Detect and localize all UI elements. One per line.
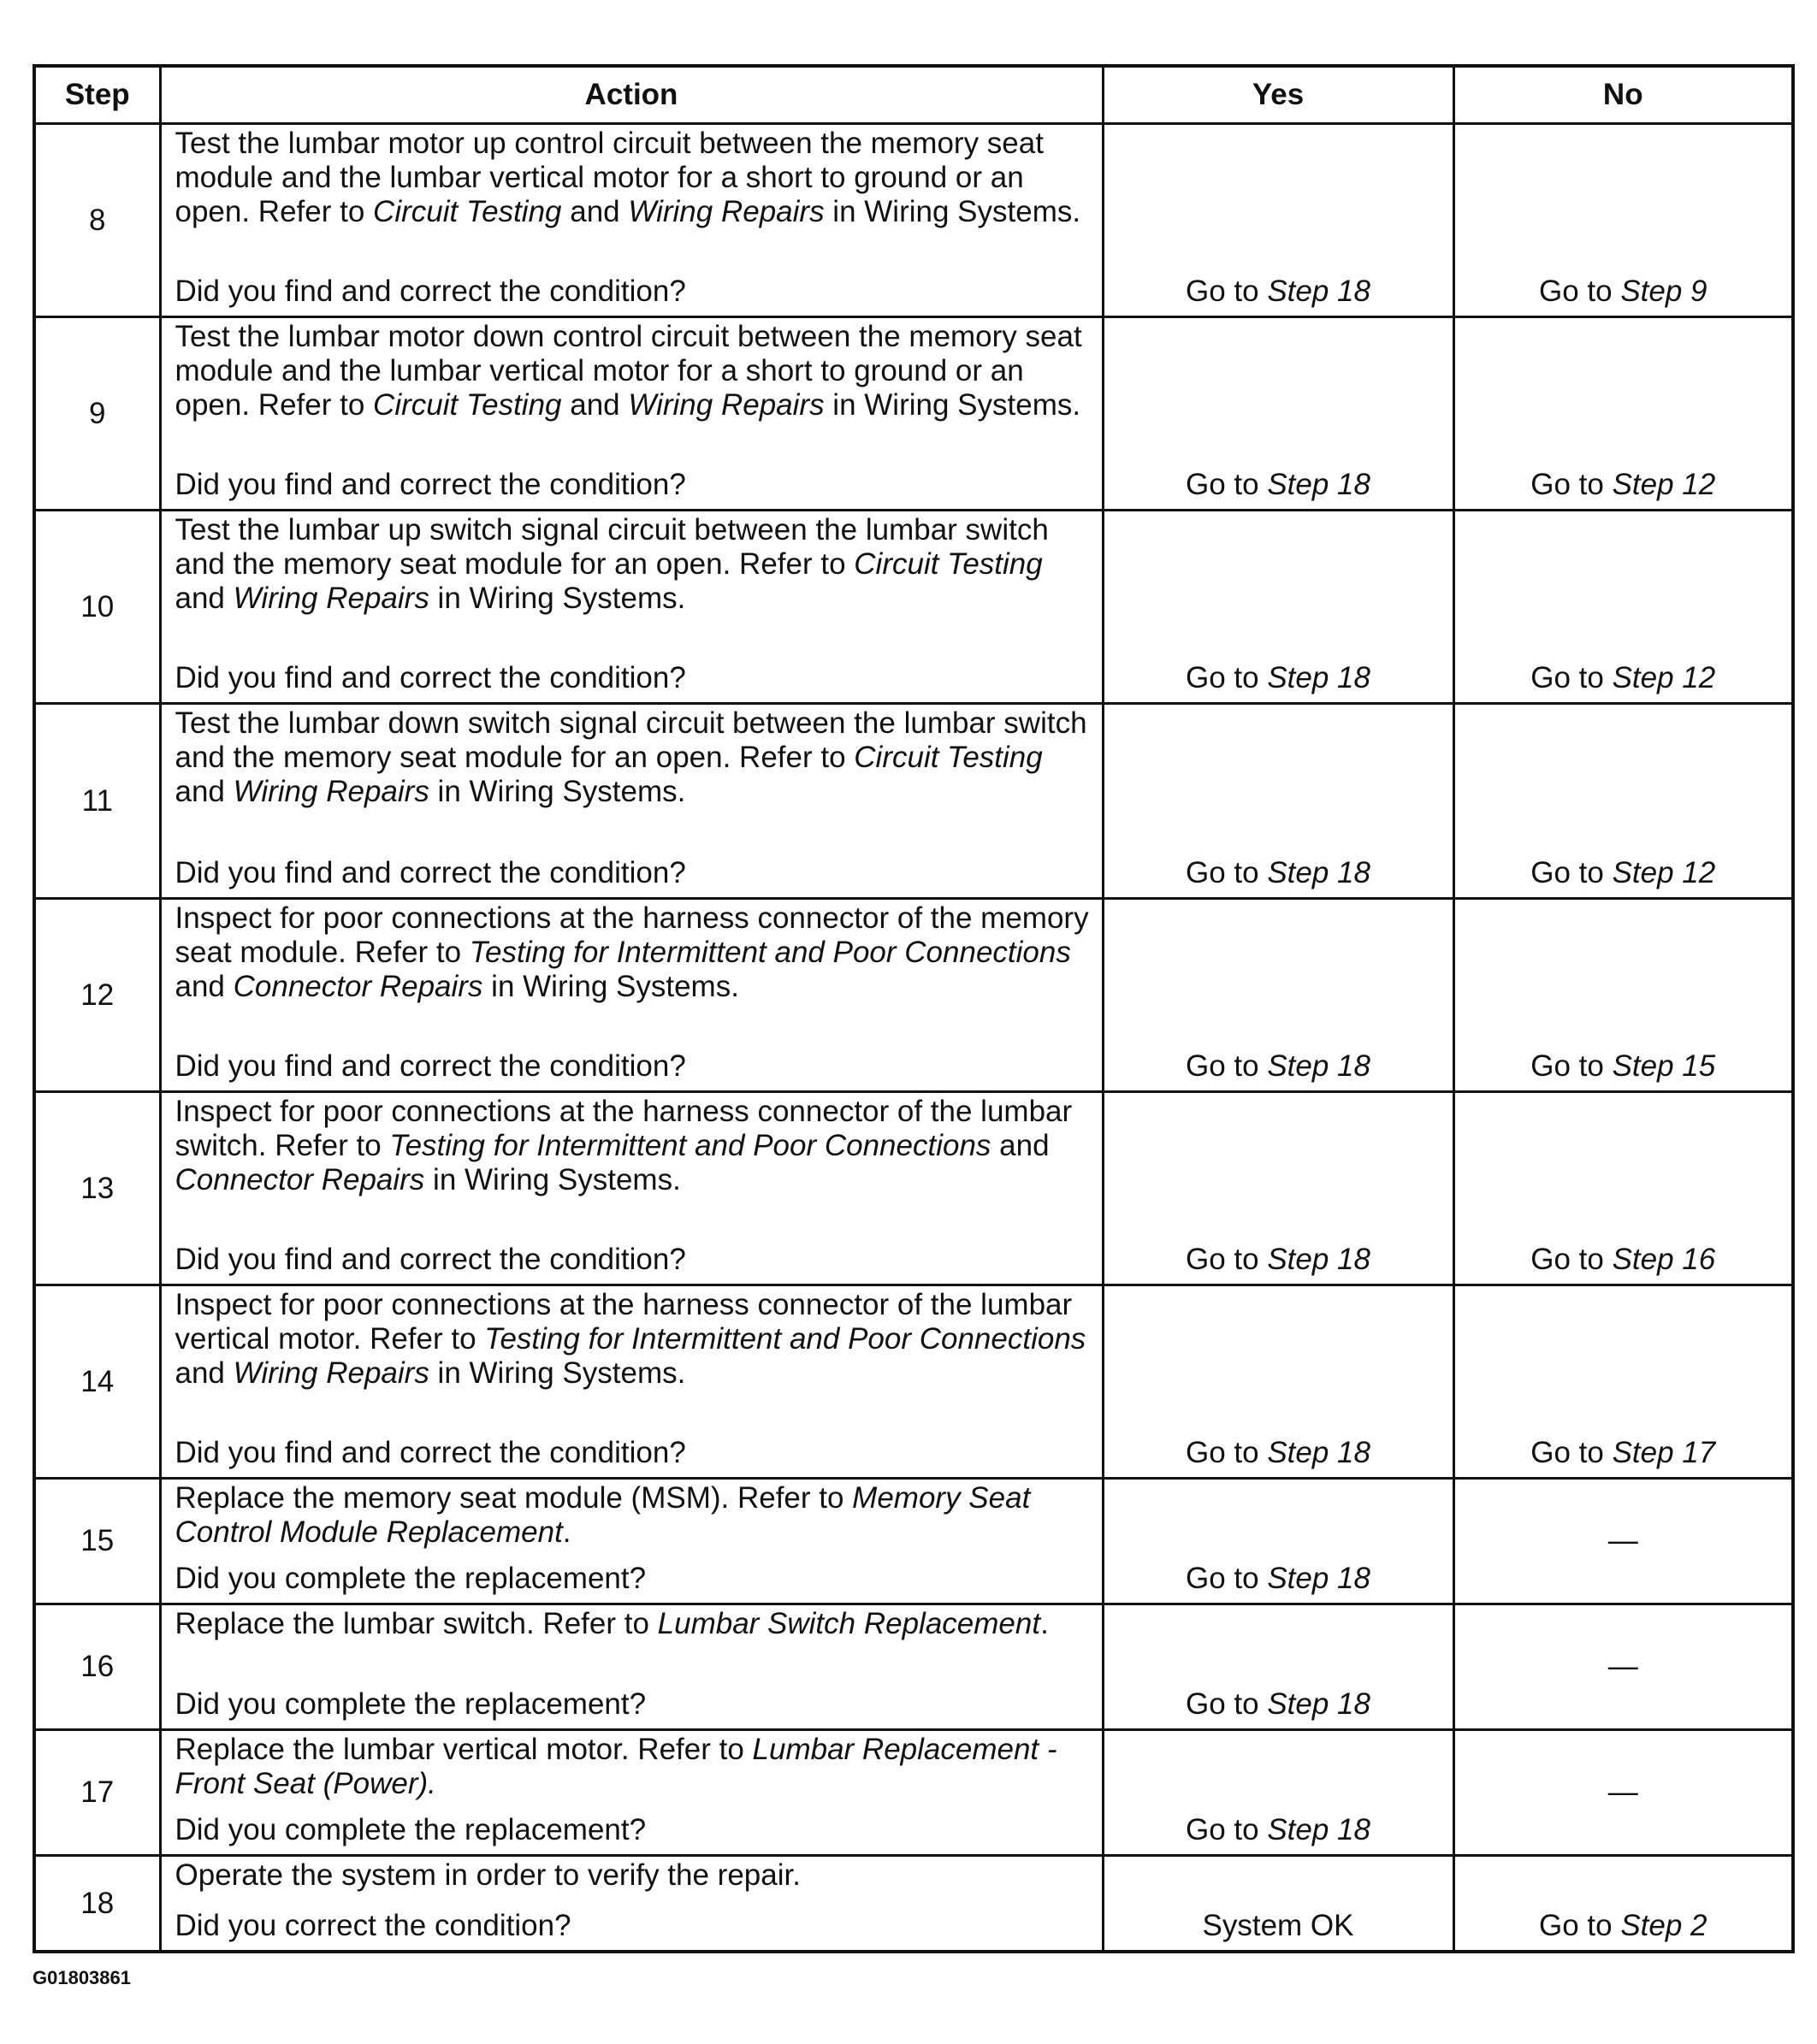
reference-link: Step 18 [1267,1049,1370,1083]
step-number: 10 [34,511,160,704]
action-cell [160,1604,1103,1730]
action-instruction [175,320,1090,422]
action-question: Did you find and correct the condition? [175,661,686,694]
no-result [1453,1604,1793,1730]
action-cell [160,1856,1103,1952]
yes-result [1103,1730,1453,1856]
header-step: Step [34,66,160,124]
reference-link: Step 12 [1612,661,1716,694]
text-segment: — [1607,1775,1638,1809]
action-question: Did you find and correct the condition? [175,275,686,308]
action-question: Did you complete the replacement? [175,1813,647,1846]
text-segment: System OK [1202,1909,1354,1942]
table-row [34,1856,1793,1952]
table-row [34,899,1793,1092]
yes-result [1103,1092,1453,1285]
text-segment: and [561,388,629,422]
reference-link: Circuit Testing [854,741,1043,774]
text-segment: Inspect for poor connections at the harness connector of the lumbar vertical motor. Refer to [175,1288,1073,1356]
text-segment: Replace the memory seat module (MSM). Refer to [175,1481,853,1515]
action-instruction [175,1733,1090,1801]
reference-link: Step 12 [1612,468,1716,501]
reference-link: Circuit Testing [373,195,562,228]
text-segment: Go to [1186,1243,1268,1276]
text-segment: Operate the system in order to verify the repair. [175,1858,801,1892]
reference-link: Connector Repairs [175,1163,425,1196]
header-no: No [1453,66,1793,124]
yes-result [1103,317,1453,511]
step-number: 14 [34,1285,160,1479]
reference-link: Circuit Testing [854,547,1043,581]
reference-link: Testing for Intermittent and Poor Connections [469,936,1071,969]
reference-link: Step 18 [1267,856,1370,889]
text-segment: — [1607,1650,1638,1683]
step-number: 8 [34,124,160,317]
action-cell [160,899,1103,1092]
action-cell [160,511,1103,704]
table-body [34,124,1793,1952]
text-segment: Go to [1186,468,1268,501]
action-cell [160,1285,1103,1479]
action-instruction [175,706,1090,809]
action-instruction [175,901,1090,1004]
yes-result [1103,1479,1453,1604]
text-segment: Test the lumbar motor down control circuit between the memory seat module and the lumbar vertical motor for a short to ground or an open. Refer to [175,320,1082,422]
step-number: 13 [34,1092,160,1285]
header-action: Action [160,66,1103,124]
yes-result [1103,899,1453,1092]
action-question: Did you find and correct the condition? [175,856,686,889]
text-segment: Test the lumbar up switch signal circuit between the lumbar switch and the memory seat module for an open. Refer to [175,513,1049,581]
text-segment: Go to [1538,275,1621,308]
yes-result [1103,1285,1453,1479]
action-cell [160,317,1103,511]
reference-link: Wiring Repairs [628,195,825,228]
text-segment: Replace the lumbar vertical motor. Refer to [175,1733,753,1766]
text-segment: in Wiring Systems. [429,775,686,808]
reference-link: Testing for Intermittent and Poor Connections [484,1322,1086,1356]
text-segment: in Wiring Systems. [424,1163,681,1196]
reference-link: Step 12 [1612,856,1716,889]
reference-link: Step 18 [1267,661,1370,694]
action-question: Did you correct the condition? [175,1909,571,1942]
text-segment: and [175,970,234,1003]
figure-id: G01803861 [33,1967,131,1988]
action-question: Did you complete the replacement? [175,1562,647,1595]
step-number: 11 [34,704,160,899]
text-segment: Go to [1186,856,1268,889]
text-segment: Go to [1186,1813,1268,1846]
action-content [175,1857,1090,1950]
reference-link: Lumbar Switch Replacement [657,1607,1041,1640]
text-segment: and [175,1356,234,1390]
step-number: 17 [34,1730,160,1856]
action-cell [160,124,1103,317]
reference-link: Wiring Repairs [233,775,429,808]
yes-result [1103,124,1453,317]
reference-link: Circuit Testing [373,388,562,422]
no-result [1453,124,1793,317]
text-segment: Inspect for poor connections at the harness connector of the lumbar switch. Refer to [175,1095,1073,1162]
no-result [1453,1479,1793,1604]
action-content [175,705,1090,897]
action-content [175,900,1090,1090]
yes-result [1103,511,1453,704]
text-segment: . [562,1515,571,1549]
step-number: 9 [34,317,160,511]
text-segment: and [175,775,234,808]
text-segment: Go to [1186,1436,1268,1469]
action-instruction [175,127,1090,229]
text-segment: Go to [1530,1436,1613,1469]
text-segment: in Wiring Systems. [482,970,739,1003]
reference-link: Step 18 [1267,1436,1370,1469]
reference-link: Step 18 [1267,275,1370,308]
action-content [175,125,1090,316]
table-row [34,1092,1793,1285]
step-number: 18 [34,1856,160,1952]
no-result [1453,1856,1793,1952]
action-instruction [175,1288,1090,1391]
text-segment: Test the lumbar down switch signal circuit between the lumbar switch and the memory seat module for an open. Refer to [175,706,1087,774]
table-row [34,704,1793,899]
action-question: Did you find and correct the condition? [175,468,686,501]
text-segment: and [561,195,629,228]
text-segment: in Wiring Systems. [429,582,686,615]
reference-link: Step 9 [1620,275,1708,308]
action-question: Did you complete the replacement? [175,1687,647,1721]
reference-link: Step 18 [1267,1243,1370,1276]
header-row [34,66,1793,124]
action-instruction [175,1095,1090,1197]
table-row [34,317,1793,511]
action-instruction [175,1858,1090,1893]
reference-link: Step 16 [1612,1243,1716,1276]
text-segment: Go to [1530,1049,1613,1083]
reference-link: Step 18 [1267,468,1370,501]
text-segment: Replace the lumbar switch. Refer to [175,1607,658,1640]
action-content [175,1731,1090,1854]
text-segment: Go to [1530,468,1613,501]
text-segment: Go to [1530,856,1613,889]
diagnostic-table [33,64,1795,1953]
reference-link: Connector Repairs [233,970,483,1003]
action-cell [160,1092,1103,1285]
no-result [1453,317,1793,511]
yes-result [1103,1604,1453,1730]
text-segment: in Wiring Systems. [824,388,1081,422]
reference-link: Step 18 [1267,1687,1370,1721]
action-instruction [175,1481,1090,1550]
action-question: Did you find and correct the condition? [175,1436,686,1469]
reference-link: Step 17 [1612,1436,1716,1469]
text-segment: Inspect for poor connections at the harness connector of the memory seat module. Refer to [175,901,1089,969]
text-segment: . [1040,1607,1049,1640]
action-content [175,318,1090,509]
reference-link: Step 18 [1267,1562,1370,1595]
no-result [1453,511,1793,704]
action-instruction [175,1607,1090,1641]
action-question: Did you find and correct the condition? [175,1049,686,1083]
action-cell [160,1730,1103,1856]
action-cell [160,1479,1103,1604]
action-question: Did you find and correct the condition? [175,1243,686,1276]
text-segment: in Wiring Systems. [824,195,1081,228]
text-segment: in Wiring Systems. [429,1356,686,1390]
step-number: 15 [34,1479,160,1604]
no-result [1453,1730,1793,1856]
reference-link: Step 18 [1267,1813,1370,1846]
table-row [34,1730,1793,1856]
text-segment: and [175,582,234,615]
action-content [175,1093,1090,1284]
reference-link: Wiring Repairs [628,388,825,422]
text-segment: Go to [1530,661,1613,694]
table-row [34,1479,1793,1604]
text-segment: Go to [1186,661,1268,694]
table-row [34,124,1793,317]
no-result [1453,1285,1793,1479]
table-row [34,1285,1793,1479]
text-segment: — [1607,1524,1638,1557]
reference-link: Memory Seat Control Module Replacement [175,1481,1031,1549]
yes-result [1103,704,1453,899]
step-number: 12 [34,899,160,1092]
text-segment: Go to [1530,1243,1613,1276]
action-content [175,1286,1090,1477]
reference-link: Testing for Intermittent and Poor Connections [389,1129,991,1162]
action-cell [160,704,1103,899]
action-content [175,1605,1090,1728]
no-result [1453,899,1793,1092]
header-yes: Yes [1103,66,1453,124]
action-instruction [175,513,1090,616]
reference-link: Wiring Repairs [233,582,429,615]
reference-link: Wiring Repairs [233,1356,429,1390]
yes-result [1103,1856,1453,1952]
text-segment: Test the lumbar motor up control circuit between the memory seat module and the lumbar vertical motor for a short to ground or an open. Refer to [175,127,1044,228]
reference-link: Step 15 [1612,1049,1716,1083]
reference-link: Lumbar Replacement - Front Seat (Power). [175,1733,1057,1800]
table-row [34,511,1793,704]
text-segment: Go to [1186,1687,1268,1721]
text-segment: Go to [1538,1909,1621,1942]
text-segment: Go to [1186,1562,1268,1595]
table-row [34,1604,1793,1730]
no-result [1453,704,1793,899]
action-content [175,511,1090,702]
step-number: 16 [34,1604,160,1730]
action-content [175,1480,1090,1603]
text-segment: Go to [1186,1049,1268,1083]
text-segment: and [991,1129,1050,1162]
no-result [1453,1092,1793,1285]
text-segment: Go to [1186,275,1268,308]
reference-link: Step 2 [1620,1909,1708,1942]
